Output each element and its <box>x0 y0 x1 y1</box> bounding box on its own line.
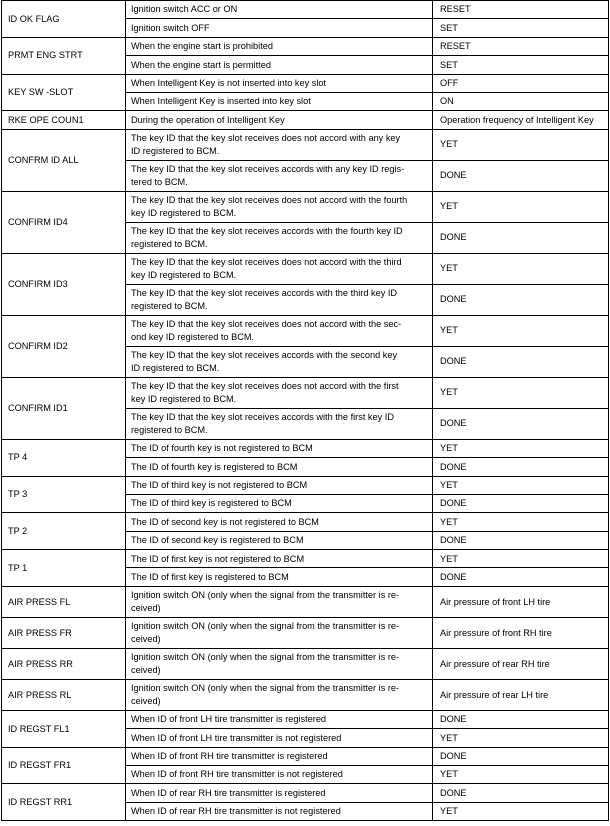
value-status-cell: DONE <box>433 531 609 549</box>
condition-cell: Ignition switch ON (only when the signal from the transmitter is re- ceived) <box>126 586 433 617</box>
condition-cell: When ID of front LH tire transmitter is registered <box>126 710 433 728</box>
monitor-item-cell: TP 4 <box>2 439 126 476</box>
condition-cell: When ID of rear RH tire transmitter is registered <box>126 784 433 802</box>
value-status-cell: DONE <box>433 408 609 439</box>
value-status-cell: DONE <box>433 784 609 802</box>
table-row <box>2 74 609 92</box>
condition-cell: The key ID that the key slot receives does not accord with the third key ID registered to BCM. <box>126 253 433 284</box>
condition-cell: The ID of fourth key is registered to BCM <box>126 458 433 476</box>
value-status-cell: DONE <box>433 160 609 191</box>
condition-cell: The key ID that the key slot receives accords with the first key ID registered to BCM. <box>126 408 433 439</box>
value-status-cell: Air pressure of front LH tire <box>433 586 609 617</box>
condition-cell: The ID of first key is registered to BCM <box>126 568 433 586</box>
condition-cell: When Intelligent Key is inserted into key slot <box>126 92 433 110</box>
condition-cell: Ignition switch ON (only when the signal from the transmitter is re- ceived) <box>126 679 433 710</box>
table-row <box>2 747 609 765</box>
value-status-cell: YET <box>433 802 609 820</box>
condition-cell: When the engine start is prohibited <box>126 37 433 55</box>
table-row <box>2 315 609 346</box>
monitor-item-cell: AIR PRESS RR <box>2 648 126 679</box>
monitor-item-cell: AIR PRESS FR <box>2 617 126 648</box>
condition-cell: When ID of front LH tire transmitter is not registered <box>126 729 433 747</box>
condition-cell: The key ID that the key slot receives accords with the fourth key ID registered to BCM. <box>126 222 433 253</box>
monitor-item-cell: TP 2 <box>2 513 126 550</box>
monitor-item-cell: CONFIRM ID3 <box>2 253 126 315</box>
monitor-item-cell: AIR PRESS FL <box>2 586 126 617</box>
condition-cell: When Intelligent Key is not inserted into key slot <box>126 74 433 92</box>
table-row <box>2 586 609 617</box>
value-status-cell: SET <box>433 56 609 74</box>
condition-cell: When ID of rear RH tire transmitter is not registered <box>126 802 433 820</box>
value-status-cell: YET <box>433 513 609 531</box>
table-row <box>2 513 609 531</box>
table-row <box>2 679 609 710</box>
value-status-cell: DONE <box>433 568 609 586</box>
value-status-cell: YET <box>433 191 609 222</box>
value-status-cell: RESET <box>433 37 609 55</box>
monitor-item-cell: CONFIRM ID2 <box>2 315 126 377</box>
table-row <box>2 253 609 284</box>
table-row <box>2 111 609 129</box>
monitor-item-cell: CONFRM ID ALL <box>2 129 126 191</box>
value-status-cell: YET <box>433 729 609 747</box>
value-status-cell: DONE <box>433 747 609 765</box>
condition-cell: The key ID that the key slot receives accords with the third key ID registered to BCM. <box>126 284 433 315</box>
monitor-item-cell: TP 3 <box>2 476 126 513</box>
condition-cell: The ID of first key is not registered to BCM <box>126 550 433 568</box>
table-row <box>2 710 609 728</box>
table-row <box>2 784 609 802</box>
value-status-cell: YET <box>433 315 609 346</box>
condition-cell: The ID of third key is registered to BCM <box>126 494 433 512</box>
condition-cell: The key ID that the key slot receives does not accord with the first key ID registered to BCM. <box>126 377 433 408</box>
condition-cell: When the engine start is permitted <box>126 56 433 74</box>
table-row <box>2 550 609 568</box>
value-status-cell: YET <box>433 550 609 568</box>
value-status-cell: Air pressure of rear RH tire <box>433 648 609 679</box>
monitor-item-cell: RKE OPE COUN1 <box>2 111 126 129</box>
condition-cell: Ignition switch ACC or ON <box>126 1 433 19</box>
monitor-item-cell: ID REGST FL1 <box>2 710 126 747</box>
monitor-item-cell: PRMT ENG STRT <box>2 37 126 74</box>
value-status-cell: OFF <box>433 74 609 92</box>
value-status-cell: ON <box>433 92 609 110</box>
value-status-cell: YET <box>433 476 609 494</box>
value-status-cell: RESET <box>433 1 609 19</box>
condition-cell: The key ID that the key slot receives accords with the second key ID registered to BCM. <box>126 346 433 377</box>
condition-cell: Ignition switch ON (only when the signal from the transmitter is re- ceived) <box>126 648 433 679</box>
condition-cell: Ignition switch ON (only when the signal from the transmitter is re- ceived) <box>126 617 433 648</box>
table-row <box>2 648 609 679</box>
monitor-item-cell: CONFIRM ID1 <box>2 377 126 439</box>
condition-cell: The key ID that the key slot receives does not accord with the sec- ond key ID registered to BCM. <box>126 315 433 346</box>
condition-cell: The key ID that the key slot receives does not accord with any key ID registered to BCM. <box>126 129 433 160</box>
value-status-cell: SET <box>433 19 609 37</box>
table-row <box>2 439 609 457</box>
value-status-cell: DONE <box>433 346 609 377</box>
condition-cell: The ID of second key is not registered to BCM <box>126 513 433 531</box>
condition-cell: The ID of third key is not registered to BCM <box>126 476 433 494</box>
table-row <box>2 37 609 55</box>
value-status-cell: DONE <box>433 494 609 512</box>
monitor-item-cell: KEY SW -SLOT <box>2 74 126 111</box>
monitor-item-cell: TP 1 <box>2 550 126 587</box>
table-row <box>2 191 609 222</box>
condition-cell: The ID of fourth key is not registered to BCM <box>126 439 433 457</box>
table-row <box>2 377 609 408</box>
table-row <box>2 129 609 160</box>
table-row <box>2 1 609 19</box>
value-status-cell: Air pressure of front RH tire <box>433 617 609 648</box>
table-row <box>2 476 609 494</box>
monitor-item-cell: ID REGST RR1 <box>2 784 126 821</box>
value-status-cell: YET <box>433 766 609 784</box>
condition-cell: The ID of second key is registered to BCM <box>126 531 433 549</box>
value-status-cell: DONE <box>433 222 609 253</box>
value-status-cell: Operation frequency of Intelligent Key <box>433 111 609 129</box>
value-status-cell: YET <box>433 439 609 457</box>
condition-cell: When ID of front RH tire transmitter is registered <box>126 747 433 765</box>
value-status-cell: YET <box>433 377 609 408</box>
monitor-item-cell: AIR PRESS RL <box>2 679 126 710</box>
monitor-item-cell: CONFIRM ID4 <box>2 191 126 253</box>
condition-cell: The key ID that the key slot receives accords with any key ID regis- tered to BCM. <box>126 160 433 191</box>
monitor-item-table <box>1 0 609 821</box>
value-status-cell: DONE <box>433 284 609 315</box>
condition-cell: During the operation of Intelligent Key <box>126 111 433 129</box>
condition-cell: When ID of front RH tire transmitter is not registered <box>126 766 433 784</box>
value-status-cell: Air pressure of rear LH tire <box>433 679 609 710</box>
value-status-cell: YET <box>433 253 609 284</box>
value-status-cell: DONE <box>433 458 609 476</box>
condition-cell: The key ID that the key slot receives does not accord with the fourth key ID registered to BCM. <box>126 191 433 222</box>
table-row <box>2 617 609 648</box>
value-status-cell: DONE <box>433 710 609 728</box>
condition-cell: Ignition switch OFF <box>126 19 433 37</box>
value-status-cell: YET <box>433 129 609 160</box>
monitor-item-cell: ID REGST FR1 <box>2 747 126 784</box>
monitor-item-cell: ID OK FLAG <box>2 1 126 38</box>
table-body <box>2 1 609 821</box>
